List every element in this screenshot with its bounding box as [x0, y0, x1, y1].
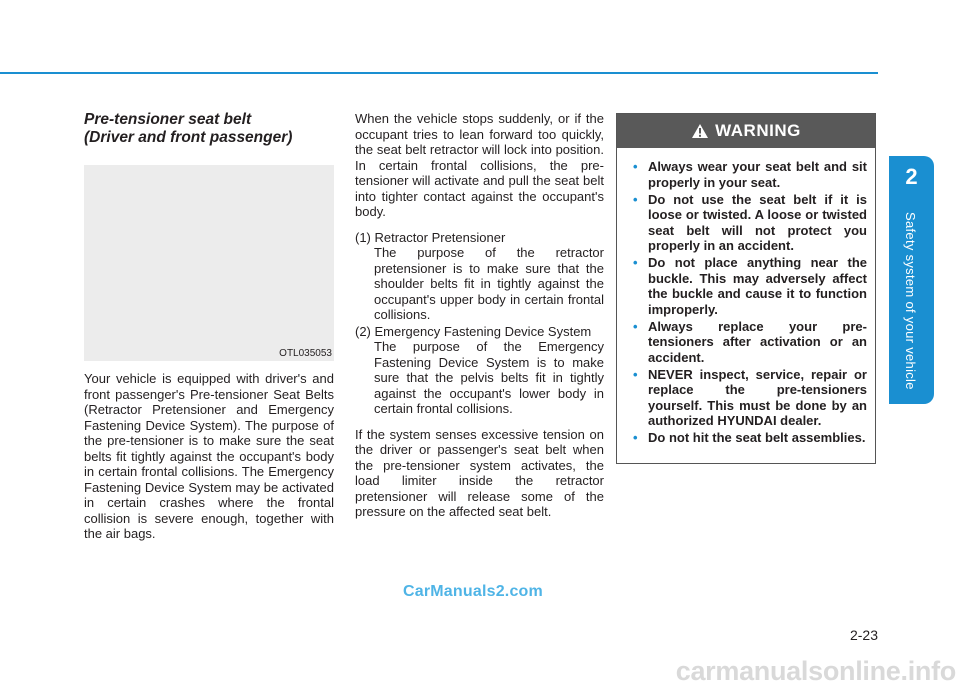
bullet: •: [633, 318, 638, 334]
warning-box: [616, 113, 876, 464]
warning-item: [627, 192, 867, 254]
warning-header: [617, 114, 875, 148]
warning-triangle-icon: [691, 123, 709, 139]
page-number: 2-23: [849, 627, 878, 643]
warning-item: [627, 159, 867, 190]
section-title-line1: Pre-tensioner seat belt: [84, 111, 252, 128]
warning-item-text: Always wear your seat belt and sit properly in your seat.: [648, 159, 867, 190]
item-body: The purpose of the Emergency Fastening Device System is to make sure that the pelvis belts fit in tightly against the occupant's lower body in certain frontal collisions.: [374, 339, 604, 416]
bullet: •: [633, 159, 638, 174]
warning-list: [617, 148, 875, 446]
middle-column: [355, 111, 604, 530]
item-body: The purpose of the retractor pretensioner is to make sure that the shoulder belts fit in tightly against the occupant's upper body in certain frontal collisions.: [374, 245, 604, 322]
bullet: •: [633, 430, 638, 445]
warning-item-text: Do not use the seat belt if it is loose or twisted. A loose or twisted seat belt will not protect you properly in an accident.: [648, 191, 867, 253]
figure-code: OTL035053: [279, 348, 332, 359]
chapter-title: Safety system of your vehicle: [903, 212, 918, 390]
section-title: [84, 111, 334, 147]
section-title-line2: (Driver and front passenger): [84, 129, 293, 146]
bullet: •: [633, 255, 638, 270]
bullet: •: [633, 191, 638, 207]
top-rule: [0, 72, 878, 74]
seat-belt-figure: [84, 165, 334, 361]
warning-title: WARNING: [715, 121, 801, 140]
watermark-footer: carmanualsonline.info: [675, 656, 956, 686]
warning-item-text: Do not hit the seat belt assemblies.: [648, 430, 866, 445]
chapter-number: 2: [905, 164, 918, 189]
intro-paragraph: When the vehicle stops suddenly, or if the occupant tries to lean forward too quickly, the seat belt retractor will lock into position. In certain frontal collisions, the pre-tensioner will activate and pull the seat belt into tighter contact against the occupant's body.: [355, 111, 604, 219]
warning-item-text: NEVER inspect, service, repair or replace the pre-tensioners yourself. This must be done by an authorized HYUNDAI dealer.: [648, 366, 867, 428]
bullet: •: [633, 366, 638, 382]
item-heading: (1) Retractor Pretensioner: [355, 229, 506, 245]
closing-paragraph: If the system senses excessive tension on the driver or passenger's seat belt when the pre-tensioner system activates, the load limiter inside the retractor pretensioner will release some of the pressure on the affected seat belt.: [355, 426, 604, 519]
warning-item: [627, 430, 867, 446]
warning-item: [627, 319, 867, 366]
warning-item: [627, 255, 867, 317]
warning-item-text: Do not place anything near the buckle. This may adversely affect the buckle and cause it to function improperly.: [648, 255, 867, 317]
warning-item: [627, 367, 867, 429]
left-column: [84, 111, 334, 542]
watermark-link[interactable]: CarManuals2.com: [403, 583, 543, 600]
left-body-text: Your vehicle is equipped with driver's and front passenger's Pre-tensioner Seat Belts (Retractor Pretensioner and Emergency Fastening Device System). The purpose of the pre-tensioner is to make sure the seat belts fit tightly against the occupant's body in certain frontal collisions. The Emergency Fastening Device System may be activated in certain crashes where the frontal collision is severe enough, together with the air bags.: [84, 371, 334, 541]
chapter-tab: [889, 156, 934, 404]
warning-item-text: Always replace your pre-tensioners after activation or an accident.: [648, 318, 867, 365]
item-heading: (2) Emergency Fastening Device System: [355, 323, 592, 339]
